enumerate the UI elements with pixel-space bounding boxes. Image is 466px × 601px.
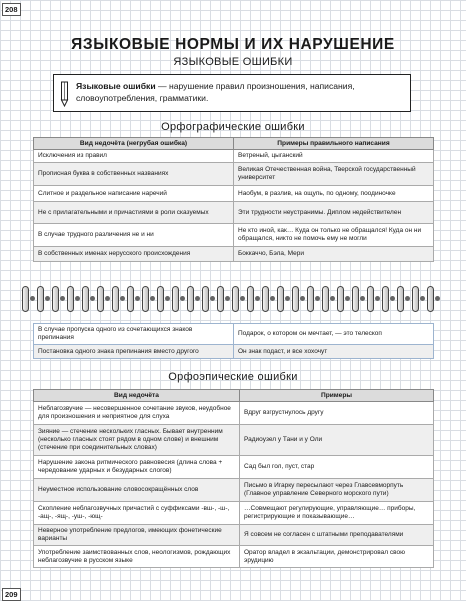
table-cell: Не кто иной, как… Куда он только не обращался! Куда он ни обращался, никто не помочь ему не могли [234, 224, 434, 247]
spiral-coil [382, 286, 389, 312]
spiral-coil [187, 286, 194, 312]
spiral-coil [37, 286, 44, 312]
table-cell: В собственных именах нерусского происхождения [34, 247, 234, 262]
spiral-hole [270, 296, 275, 301]
spiral-hole [405, 296, 410, 301]
spiral-coil [217, 286, 224, 312]
spiral-hole [180, 296, 185, 301]
table-cell: В случае трудного различения не и ни [34, 224, 234, 247]
table-cell: Неблагозвучие — несовершенное сочетание звуков, неудобное для произношения и неприятное для слуха [34, 402, 240, 425]
spiral-coil [67, 286, 74, 312]
table-cell: Скопление неблагозвучных причастий с суффиксами -вш-, -ш-, -ащ-, -ящ-, -уш-, -ющ- [34, 502, 240, 525]
spiral-coil [322, 286, 329, 312]
spiral-hole [225, 296, 230, 301]
spiral-coil [277, 286, 284, 312]
table-cell: Наобум, в разлив, на ощупь, по одному, поодиночке [234, 186, 434, 202]
spiral-hole [120, 296, 125, 301]
definition-term: Языковые ошибки [76, 81, 156, 91]
spiral-coil [82, 286, 89, 312]
table-cell: Слитное и раздельное написание наречий [34, 186, 234, 202]
spiral-coil [307, 286, 314, 312]
spiral-hole [345, 296, 350, 301]
spiral-coil [157, 286, 164, 312]
spiral-hole [435, 296, 440, 301]
orthoep-col-examples: Примеры [240, 390, 434, 402]
table-cell: В случае пропуска одного из сочетающихся знаков препинания [34, 324, 234, 345]
table-cell: Постановка одного знака препинания вместо другого [34, 345, 234, 359]
spiral-coil [172, 286, 179, 312]
spiral-hole [360, 296, 365, 301]
table-cell: Не с прилагательными и причастиями в роли сказуемых [34, 202, 234, 224]
table-cell: Боккаччо, Бэла, Мери [234, 247, 434, 262]
spiral-coil [397, 286, 404, 312]
table-cell: Я совсем не согласен с штатными преподавателями [240, 525, 434, 546]
orth-heading: Орфографические ошибки [161, 121, 305, 133]
page-number-top: 208 [2, 3, 21, 16]
spiral-coil [367, 286, 374, 312]
spiral-hole [75, 296, 80, 301]
spiral-hole [45, 296, 50, 301]
spiral-coil [97, 286, 104, 312]
spiral-hole [330, 296, 335, 301]
spiral-coil [292, 286, 299, 312]
section-subtitle: ЯЗЫКОВЫЕ ОШИБКИ [173, 56, 293, 68]
spiral-hole [315, 296, 320, 301]
table-cell: Неуместное использование словосокращённых слов [34, 479, 240, 502]
spiral-hole [135, 296, 140, 301]
table-cell: Великая Отечественная война, Тверской государственный университет [234, 163, 434, 186]
table-cell: Ветреный, цыганский [234, 150, 434, 163]
orthoep-table [33, 389, 434, 568]
spiral-hole [420, 296, 425, 301]
punct-table [33, 323, 434, 359]
spiral-coil [112, 286, 119, 312]
orthoep-col-kind: Вид недочёта [34, 390, 240, 402]
table-cell: Он знак подаст, и все хохочут [234, 345, 434, 359]
spiral-hole [390, 296, 395, 301]
spiral-coil [142, 286, 149, 312]
spiral-coil [247, 286, 254, 312]
spiral-binding [0, 286, 466, 314]
page-number-bottom: 209 [2, 588, 21, 601]
page-title: ЯЗЫКОВЫЕ НОРМЫ И ИХ НАРУШЕНИЕ [71, 36, 395, 53]
spiral-coil [352, 286, 359, 312]
spiral-hole [60, 296, 65, 301]
spiral-coil [202, 286, 209, 312]
spiral-coil [22, 286, 29, 312]
spiral-coil [427, 286, 434, 312]
pencil-icon [60, 81, 69, 107]
orthoep-heading: Орфоэпические ошибки [168, 371, 298, 383]
table-cell: Неверное употребление предлогов, имеющих фонетические варианты [34, 525, 240, 546]
orth-col-examples: Примеры правильного написания [234, 138, 434, 150]
spiral-hole [195, 296, 200, 301]
table-cell: Письмо в Игарку пересылают через Главсевморпуть (Главное управление Северного морского пути) [240, 479, 434, 502]
table-cell: Нарушение закона ритмического равновесия (длина слова + чередование ударных и безударных слогов) [34, 456, 240, 479]
table-cell: …Совмещают регулирующие, управляющие… приборы, регистрирующие и показывающие… [240, 502, 434, 525]
table-cell: Вдруг взгрустнулось другу [240, 402, 434, 425]
spiral-coil [262, 286, 269, 312]
spiral-hole [300, 296, 305, 301]
spiral-hole [285, 296, 290, 301]
table-cell: Исключения из правил [34, 150, 234, 163]
spiral-hole [30, 296, 35, 301]
table-cell: Эти трудности неустранимы. Диплом недействителен [234, 202, 434, 224]
table-cell: Сад был гол, пуст, стар [240, 456, 434, 479]
spiral-hole [210, 296, 215, 301]
table-cell: Зияние — стечение нескольких гласных. Бывает внутренним (несколько гласных стоят рядом в одном слове) и внешним (стечение при соединительных словах) [34, 425, 240, 456]
spiral-hole [150, 296, 155, 301]
definition-box [53, 74, 411, 112]
spiral-hole [255, 296, 260, 301]
spiral-coil [337, 286, 344, 312]
orth-table [33, 137, 434, 262]
spiral-hole [165, 296, 170, 301]
spiral-coil [52, 286, 59, 312]
spiral-hole [240, 296, 245, 301]
table-cell: Подарок, о котором он мечтает, — это телескоп [234, 324, 434, 345]
spiral-hole [375, 296, 380, 301]
table-cell: Прописная буква в собственных названиях [34, 163, 234, 186]
orth-col-kind: Вид недочёта (негрубая ошибка) [34, 138, 234, 150]
definition-text: — нарушение правил произношения, написания, словоупотребления, грамматики. [76, 81, 355, 103]
spiral-hole [105, 296, 110, 301]
spiral-hole [90, 296, 95, 301]
spiral-coil [127, 286, 134, 312]
table-cell: Употребление заимствованных слов, неологизмов, рождающих неблагозвучие в русском языке [34, 546, 240, 568]
table-cell: Радиоузел у Тани и у Оли [240, 425, 434, 456]
table-cell: Оратор владел в экзальтации, демонстрировал свою эрудицию [240, 546, 434, 568]
spiral-coil [412, 286, 419, 312]
spiral-coil [232, 286, 239, 312]
